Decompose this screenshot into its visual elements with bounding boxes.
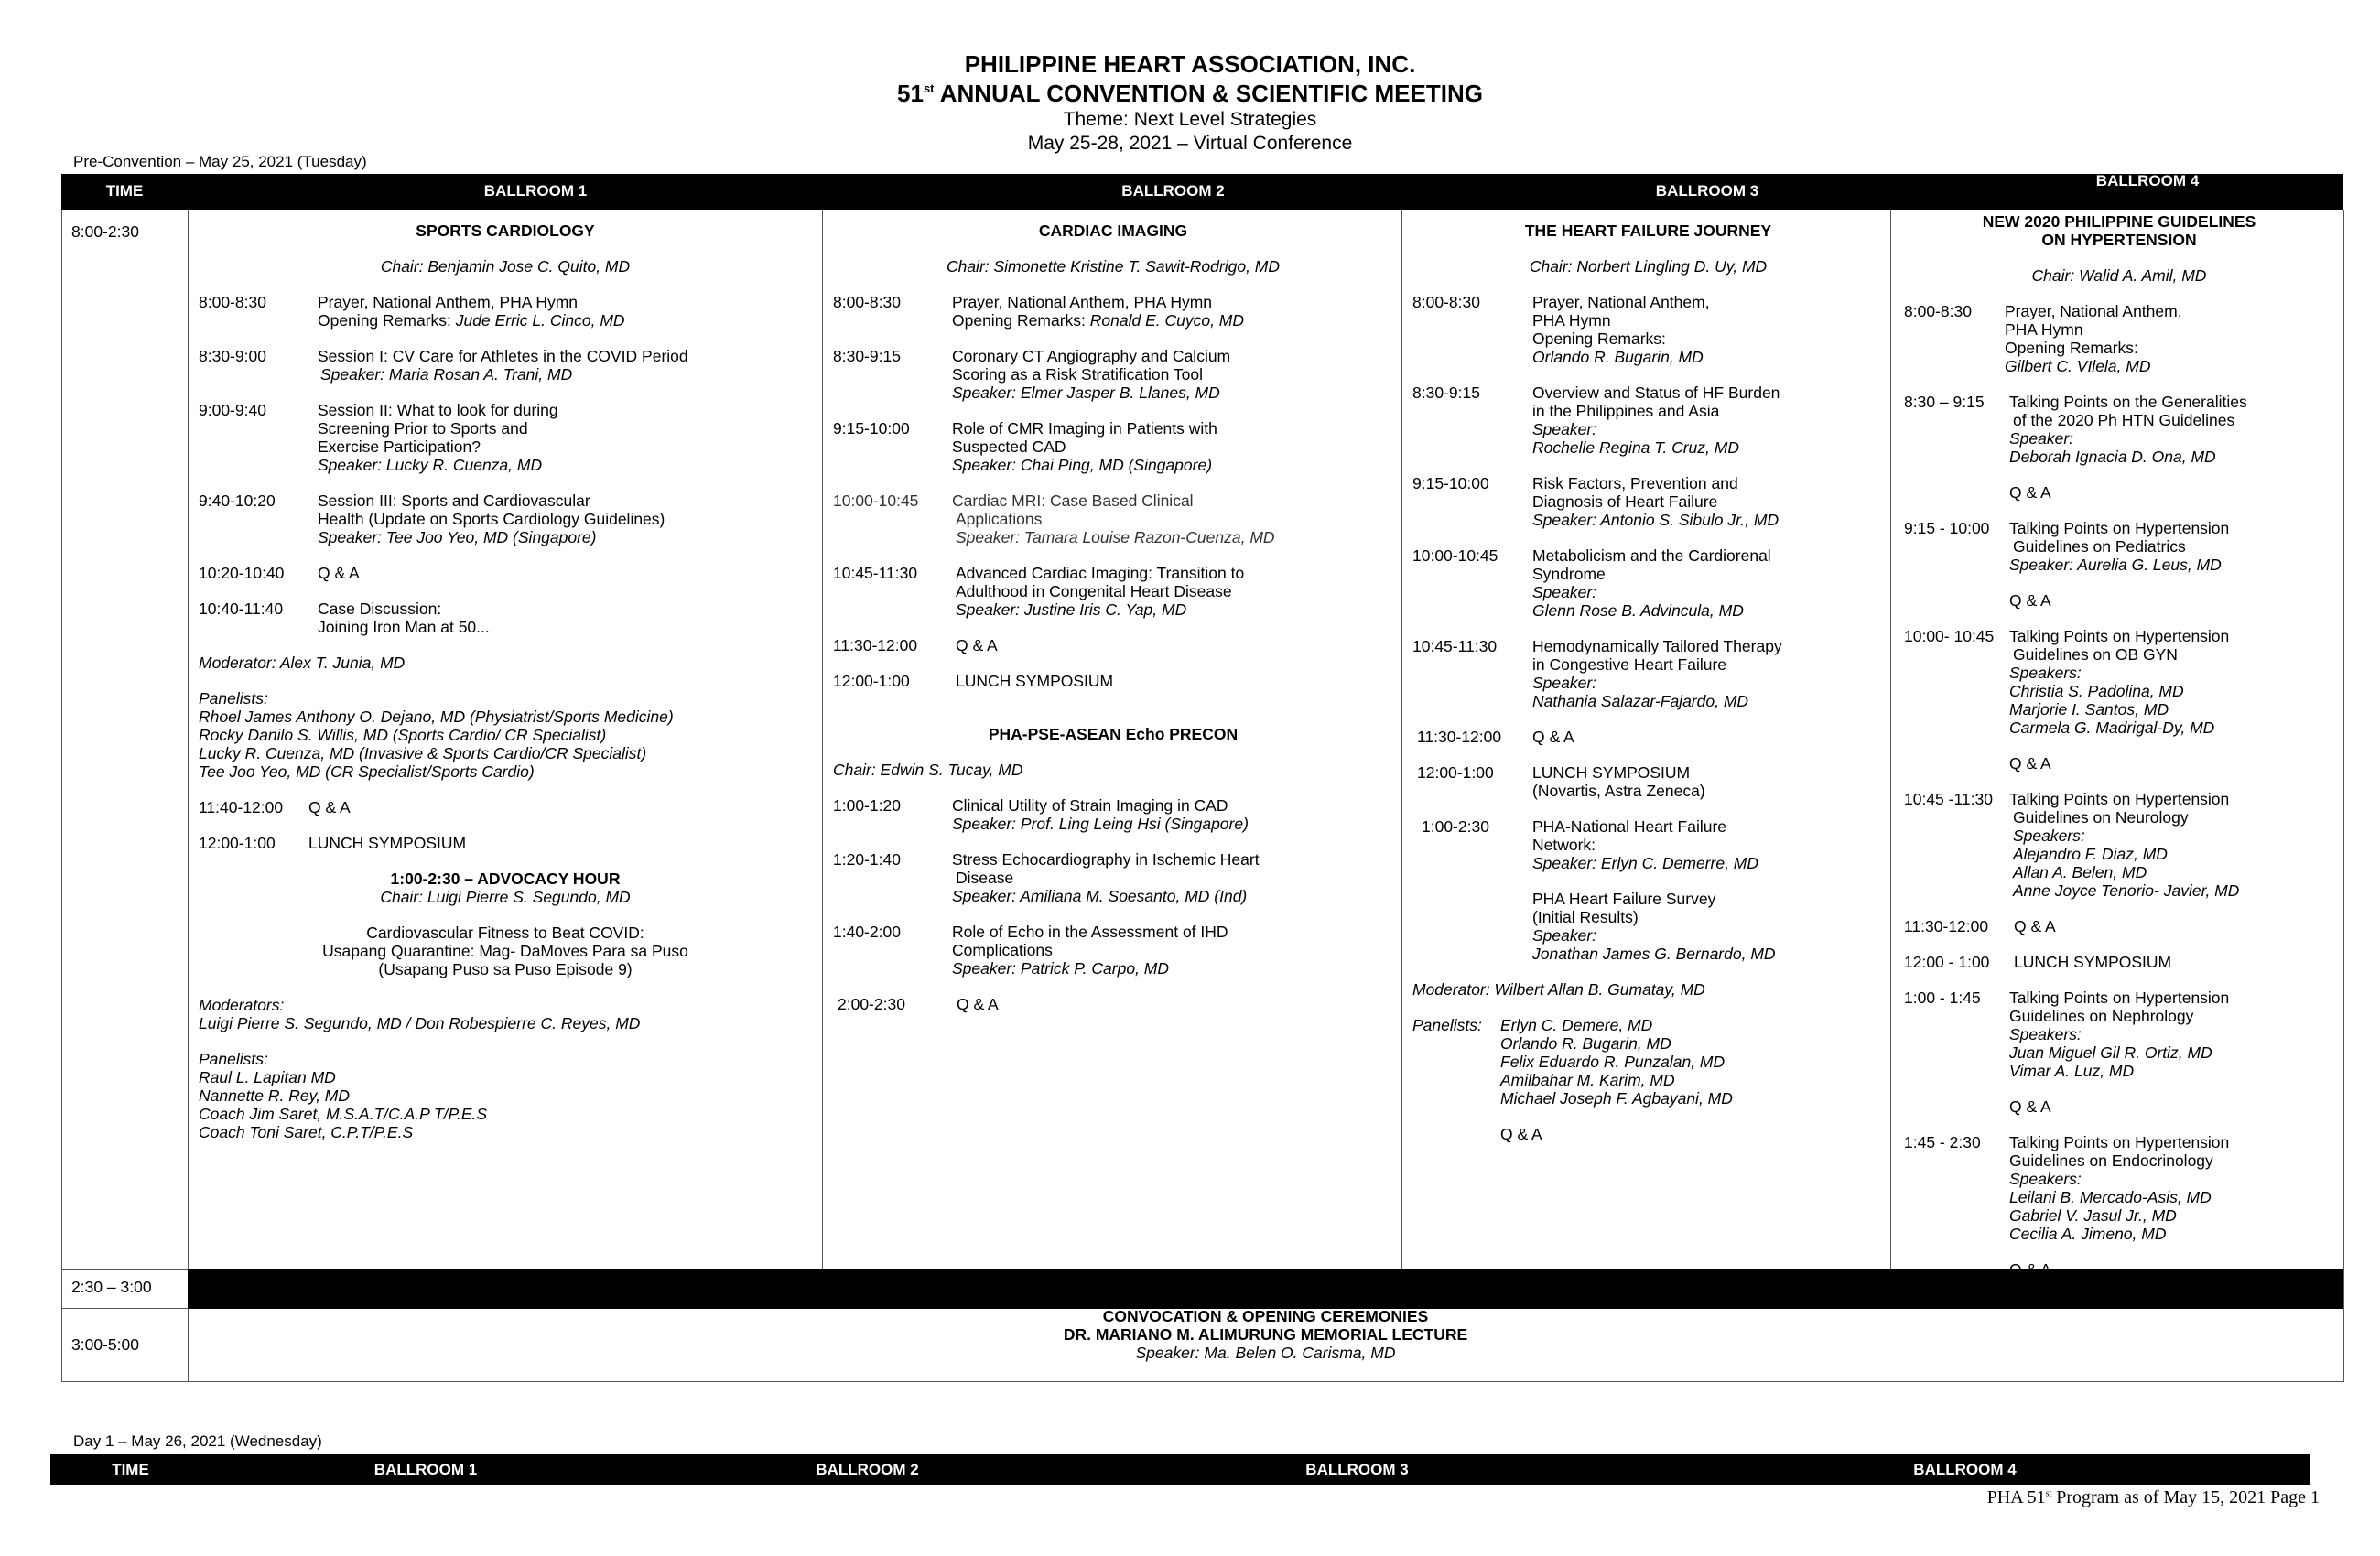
convocation xyxy=(188,1307,2343,1362)
panelist: Raul L. Lapitan MD xyxy=(199,1068,336,1086)
divider xyxy=(1401,210,1402,1269)
session-item: 8:00-8:30 Prayer, National Anthem, PHA Hymn Opening Remarks: Jude Erric L. Cinco, MD xyxy=(199,293,625,330)
session-item: 10:00- 10:45 Talking Points on Hypertension Guidelines on OB GYN Speakers: Christia S. Padolina, MD Marjorie I. Santos, MD Carmela G. Madrigal-Dy, MD xyxy=(1904,627,2230,737)
session-item: 10:45-11:30 Hemodynamically Tailored Therapy in Congestive Heart Failure Speaker: Nathania Salazar-Fajardo, MD xyxy=(1412,637,1782,710)
panelists-label: Panelists: xyxy=(199,689,268,708)
time-break: 2:30 – 3:00 xyxy=(71,1278,152,1296)
col-ballroom-1: BALLROOM 1 xyxy=(483,182,588,200)
moderators: Luigi Pierre S. Segundo, MD / Don Robespierre C. Reyes, MD xyxy=(199,1014,641,1032)
session-item: 8:30-9:15 Coronary CT Angiography and Calcium Scoring as a Risk Stratification Tool Speaker: Elmer Jasper B. Llanes, MD xyxy=(833,347,1231,402)
session-item: 11:40-12:00 Q & A xyxy=(199,798,351,816)
session-item: 2:00-2:30 Q & A xyxy=(838,995,999,1013)
session-item: 8:00-8:30 Prayer, National Anthem, PHA Hymn Opening Remarks: Ronald E. Cuyco, MD xyxy=(833,293,1245,330)
col-ballroom-1: BALLROOM 1 xyxy=(373,1461,478,1478)
panelist: Rhoel James Anthony O. Dejano, MD (Physiatrist/Sports Medicine) xyxy=(199,708,674,726)
col-ballroom-4: BALLROOM 4 xyxy=(1913,1461,2017,1478)
session-item: PHA Heart Failure Survey (Initial Results) Speaker: Jonathan James G. Bernardo, MD xyxy=(1532,890,1776,963)
moderator: Moderator: Alex T. Junia, MD xyxy=(199,654,406,672)
qa: Q & A xyxy=(1500,1125,1542,1143)
panelist: Lucky R. Cuenza, MD (Invasive & Sports Cardio/CR Specialist) xyxy=(199,744,647,762)
session-item: 12:00-1:00 LUNCH SYMPOSIUM xyxy=(833,672,1114,690)
ballroom-4-content xyxy=(1904,212,2334,1279)
session-title: THE HEART FAILURE JOURNEY xyxy=(1524,222,1772,240)
page-footer: PHA 51st Program as of May 15, 2021 Page 1 xyxy=(1986,1487,2320,1507)
session-item: 9:00-9:40 Session II: What to look for during Screening Prior to Sports and Exercise Participation? Speaker: Lucky R. Cuenza, MD xyxy=(199,401,558,474)
session-item: 10:20-10:40 Q & A xyxy=(199,564,360,582)
echo-chair: Chair: Edwin S. Tucay, MD xyxy=(833,761,1023,779)
session-item: 10:00-10:45 Cardiac MRI: Case Based Clinical Applications Speaker: Tamara Louise Razon-Cuenza, MD xyxy=(833,492,1275,546)
time-main: 8:00-2:30 xyxy=(71,222,139,241)
qa: Q & A xyxy=(2009,754,2051,773)
advocacy-text: Usapang Quarantine: Mag- DaMoves Para sa Puso xyxy=(322,942,688,960)
session-item: 10:45 -11:30 Talking Points on Hypertension Guidelines on Neurology Speakers: Alejandro F. Diaz, MD Allan A. Belen, MD Anne Joyce Tenorio- Javier, MD xyxy=(1904,790,2240,900)
session-item: 1:00-1:20 Clinical Utility of Strain Imaging in CAD Speaker: Prof. Ling Leing Hsi (Singapore) xyxy=(833,796,1249,833)
chair: Chair: Benjamin Jose C. Quito, MD xyxy=(380,257,631,276)
chair: Chair: Simonette Kristine T. Sawit-Rodrigo, MD xyxy=(946,257,1281,276)
session-title: SPORTS CARDIOLOGY xyxy=(416,222,595,240)
session-item: 10:00-10:45 Metabolicism and the Cardiorenal Syndrome Speaker: Glenn Rose B. Advincula, MD xyxy=(1412,546,1771,620)
col-time: TIME xyxy=(105,182,144,200)
panelist: Nannette R. Rey, MD xyxy=(199,1086,351,1105)
moderator: Moderator: Wilbert Allan B. Gumatay, MD xyxy=(1412,980,1705,999)
session-item: 8:30-9:00 Session I: CV Care for Athletes in the COVID Period Speaker: Maria Rosan A. Trani, MD xyxy=(199,347,688,384)
qa: Q & A xyxy=(2009,1260,2051,1279)
panelist: Tee Joo Yeo, MD (CR Specialist/Sports Cardio) xyxy=(199,762,535,781)
session-title: CARDIAC IMAGING xyxy=(1038,222,1188,240)
memorial-lecture-title: DR. MARIANO M. ALIMURUNG MEMORIAL LECTURE xyxy=(1063,1325,1468,1344)
col-ballroom-2: BALLROOM 2 xyxy=(816,1461,919,1478)
session-item: 11:30-12:00 Q & A xyxy=(1417,728,1574,746)
session-item: 11:30-12:00 Q & A xyxy=(1904,917,2056,935)
theme: Theme: Next Level Strategies xyxy=(1063,109,1317,130)
divider xyxy=(188,210,189,1381)
preconvention-header-bar xyxy=(61,174,2343,210)
panelist: Coach Jim Saret, M.S.A.T/C.A.P T/P.E.S xyxy=(199,1105,488,1123)
session-item: 9:15 - 10:00 Talking Points on Hypertension Guidelines on Pediatrics Speaker: Aurelia G. Leus, MD xyxy=(1904,519,2230,574)
divider xyxy=(822,210,823,1269)
panelist: Coach Toni Saret, C.P.T/P.E.S xyxy=(199,1123,414,1141)
session-item: 11:30-12:00 Q & A xyxy=(833,636,998,654)
advocacy-text: (Usapang Puso sa Puso Episode 9) xyxy=(378,960,633,978)
session-item: 8:00-8:30 Prayer, National Anthem, PHA Hymn Opening Remarks: Gilbert C. VIlela, MD xyxy=(1904,302,2182,375)
col-ballroom-3: BALLROOM 3 xyxy=(1305,1461,1409,1478)
echo-title: PHA-PSE-ASEAN Echo PRECON xyxy=(988,725,1239,743)
session-item: 8:30 – 9:15 Talking Points on the Generalities of the 2020 Ph HTN Guidelines Speaker: Deborah Ignacia D. Ona, MD xyxy=(1904,393,2247,466)
session-item: 8:30-9:15 Overview and Status of HF Burden in the Philippines and Asia Speaker: Rochelle Regina T. Cruz, MD xyxy=(1412,384,1780,457)
session-item: 1:20-1:40 Stress Echocardiography in Ischemic Heart Disease Speaker: Amiliana M. Soesanto, MD (Ind) xyxy=(833,850,1260,905)
session-item: 1:00 - 1:45 Talking Points on Hypertension Guidelines on Nephrology Speakers: Juan Miguel Gil R. Ortiz, MD Vimar A. Luz, MD xyxy=(1904,989,2230,1080)
session-title-2: ON HYPERTENSION xyxy=(2041,231,2197,249)
day1-header-bar xyxy=(50,1454,2310,1485)
preconvention-label: Pre-Convention – May 25, 2021 (Tuesday) xyxy=(73,153,367,170)
session-item: 1:00-2:30 PHA-National Heart Failure Network: Speaker: Erlyn C. Demerre, MD xyxy=(1422,817,1759,872)
qa: Q & A xyxy=(2009,1097,2051,1116)
ballroom-2-content xyxy=(833,222,1393,1013)
col-ballroom-4: BALLROOM 4 xyxy=(2095,172,2200,189)
convocation-speaker: Speaker: Ma. Belen O. Carisma, MD xyxy=(1135,1344,1396,1362)
moderators-label: Moderators: xyxy=(199,996,285,1014)
time-convocation: 3:00-5:00 xyxy=(71,1335,139,1354)
session-item: 12:00 - 1:00 LUNCH SYMPOSIUM xyxy=(1904,953,2172,971)
divider xyxy=(1890,210,1891,1269)
advocacy-chair: Chair: Luigi Pierre S. Segundo, MD xyxy=(380,888,631,906)
session-title-1: NEW 2020 PHILIPPINE GUIDELINES xyxy=(1982,212,2256,231)
session-item: 10:45-11:30 Advanced Cardiac Imaging: Transition to Adulthood in Congenital Heart Disease Speaker: Justine Iris C. Yap, MD xyxy=(833,564,1245,619)
session-item: 12:00-1:00 LUNCH SYMPOSIUM (Novartis, Astra Zeneca) xyxy=(1417,763,1705,800)
session-item: 1:45 - 2:30 Talking Points on Hypertension Guidelines on Endocrinology Speakers: Leilani B. Mercado-Asis, MD Gabriel V. Jasul Jr., MD Cecilia A. Jimeno, MD xyxy=(1904,1133,2230,1243)
session-item: 9:15-10:00 Role of CMR Imaging in Patients with Suspected CAD Speaker: Chai Ping, MD (Singapore) xyxy=(833,419,1217,474)
chair: Chair: Walid A. Amil, MD xyxy=(2031,266,2207,285)
col-ballroom-2: BALLROOM 2 xyxy=(1121,182,1225,200)
session-item: 10:40-11:40 Case Discussion: Joining Iron Man at 50... xyxy=(199,600,490,636)
session-item: 9:15-10:00 Risk Factors, Prevention and Diagnosis of Heart Failure Speaker: Antonio S. Sibulo Jr., MD xyxy=(1412,474,1780,529)
qa: Q & A xyxy=(2009,483,2051,502)
chair: Chair: Norbert Lingling D. Uy, MD xyxy=(1529,257,1768,276)
meeting-title: 51st ANNUAL CONVENTION & SCIENTIFIC MEETING xyxy=(897,80,1483,107)
panelist: Rocky Danilo S. Willis, MD (Sports Cardio/ CR Specialist) xyxy=(199,726,607,744)
org-title: PHILIPPINE HEART ASSOCIATION, INC. xyxy=(964,50,1416,78)
qa: Q & A xyxy=(2009,591,2051,610)
session-item: 9:40-10:20 Session III: Sports and Cardiovascular Health (Update on Sports Cardiology Guidelines) Speaker: Tee Joo Yeo, MD (Singapore) xyxy=(199,492,665,546)
day1-label: Day 1 – May 26, 2021 (Wednesday) xyxy=(73,1432,322,1450)
col-ballroom-3: BALLROOM 3 xyxy=(1655,182,1759,200)
convocation-title: CONVOCATION & OPENING CEREMONIES xyxy=(1102,1307,1429,1325)
session-item: 8:00-8:30 Prayer, National Anthem, PHA Hymn Opening Remarks: Orlando R. Bugarin, MD xyxy=(1412,293,1710,366)
session-item: 1:40-2:00 Role of Echo in the Assessment of IHD Complications Speaker: Patrick P. Carpo, MD xyxy=(833,923,1228,978)
session-item: 12:00-1:00 LUNCH SYMPOSIUM xyxy=(199,834,467,852)
col-time: TIME xyxy=(112,1461,149,1478)
panelists: Panelists: Erlyn C. Demere, MD Orlando R. Bugarin, MD Felix Eduardo R. Punzalan, MD Amilbahar M. Karim, MD Michael Joseph F. Agbayani, MD xyxy=(1412,1016,1733,1108)
advocacy-text: Cardiovascular Fitness to Beat COVID: xyxy=(366,924,644,942)
panelists-label: Panelists: xyxy=(199,1050,268,1068)
advocacy-title: 1:00-2:30 – ADVOCACY HOUR xyxy=(390,870,621,888)
divider xyxy=(61,1308,188,1309)
conference-dates: May 25-28, 2021 – Virtual Conference xyxy=(1027,133,1353,154)
ballroom-3-content xyxy=(1412,222,1884,1143)
ballroom-1-content xyxy=(199,222,812,1141)
